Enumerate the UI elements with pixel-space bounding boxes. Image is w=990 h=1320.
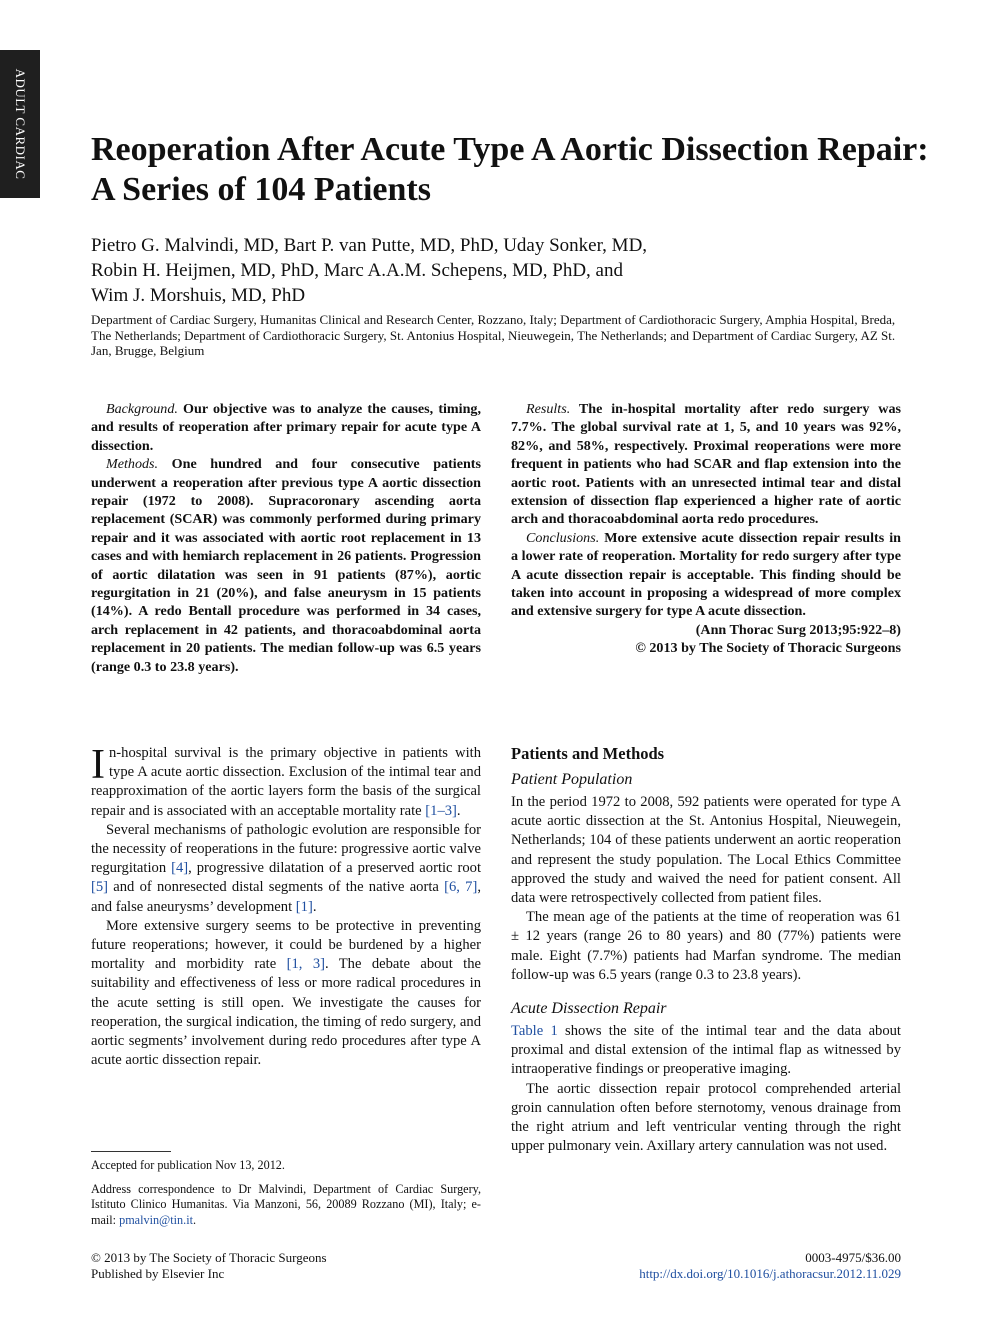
body-right-column [511, 744, 901, 1156]
author-list [91, 233, 851, 308]
repair-paragraph [511, 1022, 901, 1080]
abstract-right [511, 400, 901, 658]
table-link[interactable]: Table 1 [511, 1023, 558, 1040]
results-text: The in-hospital mortality after redo surgery was 7.7%. The global survival rate at 1, 5, and 10 years was 92%, 82%, and 58%, respectively. Proximal reoperations were more frequent in patients who had SCAR and flap extension into the aortic root. Patients with an unresected intimal tear and distal extension of dissection flap experienced a higher rate of aortic arch and thoracoabdominal aorta redo procedures. [511, 401, 901, 528]
text-run: , and false aneurysms’ development [91, 879, 481, 915]
abstract-left [91, 400, 481, 676]
correspondence-note [91, 1182, 481, 1229]
protocol-paragraph: The aortic dissection repair protocol comprehended arterial groin cannulation often before sternotomy, venous drainage from the right atrium and left ventricular venting through the right upper pulmonary vein. Axillary artery cannulation was not used. [511, 1080, 901, 1155]
body-left-column [91, 744, 481, 1070]
subsection-heading: Patient Population [511, 771, 633, 788]
text-run: Several mechanisms of pathologic evolution are responsible for the necessity of reoperations in the future: progressive aortic valve regurgitation [91, 821, 481, 877]
text-end: . [456, 802, 461, 819]
conclusions-text: More extensive acute dissection repair results in a lower rate of reoperation. Mortality for redo surgery after type A acute dissection repair is acceptable. This finding should be taken into account in proposing a widespread of more complex and extensive surgery for type A acute dissection. [511, 529, 901, 620]
abstract-background [91, 400, 481, 455]
section-heading: Patients and Methods [511, 744, 665, 763]
reference-link[interactable]: [6, 7] [444, 879, 478, 896]
accepted-note: Accepted for publication Nov 13, 2012. [91, 1158, 285, 1172]
section-tab-label: ADULT CARDIAC [13, 68, 28, 180]
text-run: shows the site of the intimal tear and the data about proximal and distal extension of the intimal flap as witnessed by intraoperative findings or preoperative imaging. [511, 1023, 901, 1078]
footer-left [91, 1250, 327, 1281]
doi-link[interactable]: http://dx.doi.org/10.1016/j.athoracsur.2012.11.029 [639, 1265, 901, 1281]
footer-right [639, 1250, 901, 1281]
section-tab [0, 50, 40, 198]
reference-link[interactable]: [4] [171, 860, 189, 877]
text-run: , progressive dilatation of a preserved aortic root [188, 860, 482, 877]
affiliations: Department of Cardiac Surgery, Humanitas Clinical and Research Center, Rozzano, Italy; Department of Cardiothoracic Surgery, Amphia Hospital, Breda, The Netherlands; Department of Cardiothoracic Surgery, St. Antonius Hospital, Nieuwegein, The Netherlands; and Department of Cardiac Surgery, AZ St. Jan, Brugge, Belgium [91, 312, 896, 358]
footnotes [91, 1158, 481, 1228]
reference-link[interactable]: [5] [91, 879, 109, 896]
article-title: Reoperation After Acute Type A Aortic Dissection Repair: A Series of 104 Patients [91, 131, 929, 208]
intro-paragraph [91, 744, 481, 821]
text-run: and of nonresected distal segments of the native aorta [108, 879, 445, 896]
mechanisms-paragraph [91, 821, 481, 917]
footer-issn-price: 0003-4975/$36.00 [805, 1250, 901, 1265]
footer-copyright: © 2013 by The Society of Thoracic Surgeons [91, 1250, 327, 1265]
text-end: . [312, 898, 317, 915]
methods-heading: Methods. [106, 456, 159, 473]
surgery-paragraph [91, 917, 481, 1071]
background-heading: Background. [106, 401, 178, 417]
abstract-results [511, 400, 901, 529]
subsection-heading: Acute Dissection Repair [511, 1000, 667, 1018]
abstract-conclusions [511, 529, 901, 621]
population-paragraph: In the period 1972 to 2008, 592 patients were operated for type A acute aortic dissection at the St. Antonius Hospital, Nieuwegein, Netherlands; 104 of these patients underwent an aortic reoperation and represent the study population. The Local Ethics Committee approved the study and waived the need for patient consent. All data were retrospectively collected from patient files. [511, 794, 901, 907]
results-heading: Results. [526, 401, 571, 417]
background-text: Our objective was to analyze the causes, timing, and results of reoperation after primary repair for acute type A dissection. [91, 401, 481, 454]
author-line: Robin H. Heijmen, MD, PhD, Marc A.A.M. Schepens, MD, PhD, and [91, 260, 623, 281]
author-line: Pietro G. Malvindi, MD, Bart P. van Putte, MD, PhD, Uday Sonker, MD, [91, 235, 648, 256]
footnote-divider [91, 1151, 171, 1152]
reference-link[interactable]: [1, 3] [286, 956, 325, 973]
abstract-methods [91, 455, 481, 676]
reference-link[interactable]: [1–3] [425, 802, 457, 819]
footer-publisher: Published by Elsevier Inc [91, 1265, 225, 1281]
demographics-paragraph: The mean age of the patients at the time of reoperation was 61 ± 12 years (range 26 to 80 years) and 80 (77%) patients were male. Eight (7.7%) patients had Marfan syndrome. The median follow-up was 6.5 years (range 0.3 to 23.8 years). [511, 909, 901, 983]
email-link[interactable]: pmalvin@tin.it [119, 1212, 193, 1227]
intro-text: n-hospital survival is the primary objective in patients with type A acute aortic dissection. Exclusion of the intimal tear and reapproximation of the aortic layers form the basis of the surgical repair and is associated with an acceptable mortality rate [91, 745, 481, 819]
journal-citation: (Ann Thorac Surg 2013;95:922–8) [695, 621, 901, 638]
reference-link[interactable]: [1] [295, 898, 313, 915]
conclusions-heading: Conclusions. [526, 529, 600, 546]
text-run: . The debate about the suitability and effectiveness of less or more radical procedures in the acute setting is still open. We investigate the causes for reoperation, the surgical indication, the timing of redo surgery, and aortic segments’ involvement during redo procedures after type A acute aortic dissection repair. [91, 956, 482, 1069]
text-run: More extensive surgery seems to be protective in preventing future reoperations; however, it could be burdened by a higher mortality and morbidity rate [91, 917, 481, 973]
correspondence-text: Address correspondence to Dr Malvindi, Department of Cardiac Surgery, Istituto Clinico Humanitas. Via Manzoni, 56, 20089 Rozzano (MI), Italy; e-mail: [91, 1181, 481, 1227]
author-line: Wim J. Morshuis, MD, PhD [91, 285, 306, 306]
methods-text: One hundred and four consecutive patients underwent a reoperation after previous type A aortic dissection repair (1972 to 2008). Supracoronary ascending aorta replacement (SCAR) was commonly performed during primary repair and it was associated with aortic root replacement in 13 cases and with hemiarch replacement in 26 patients. Progression of aortic dilatation was seen in 91 patients (87%), aortic regurgitation in 21 (20%), and false aneurysm in 15 patients (14%). A redo Bentall procedure was performed in 34 cases, arch replacement in 42 patients, and thoracoabdominal aorta replacement in 20 patients. The median follow-up was 6.5 years (range 0.3 to 23.8 years). [91, 456, 481, 675]
drop-cap: I [91, 742, 105, 788]
text-end: . [192, 1212, 197, 1227]
abstract-copyright: © 2013 by The Society of Thoracic Surgeons [635, 640, 901, 657]
